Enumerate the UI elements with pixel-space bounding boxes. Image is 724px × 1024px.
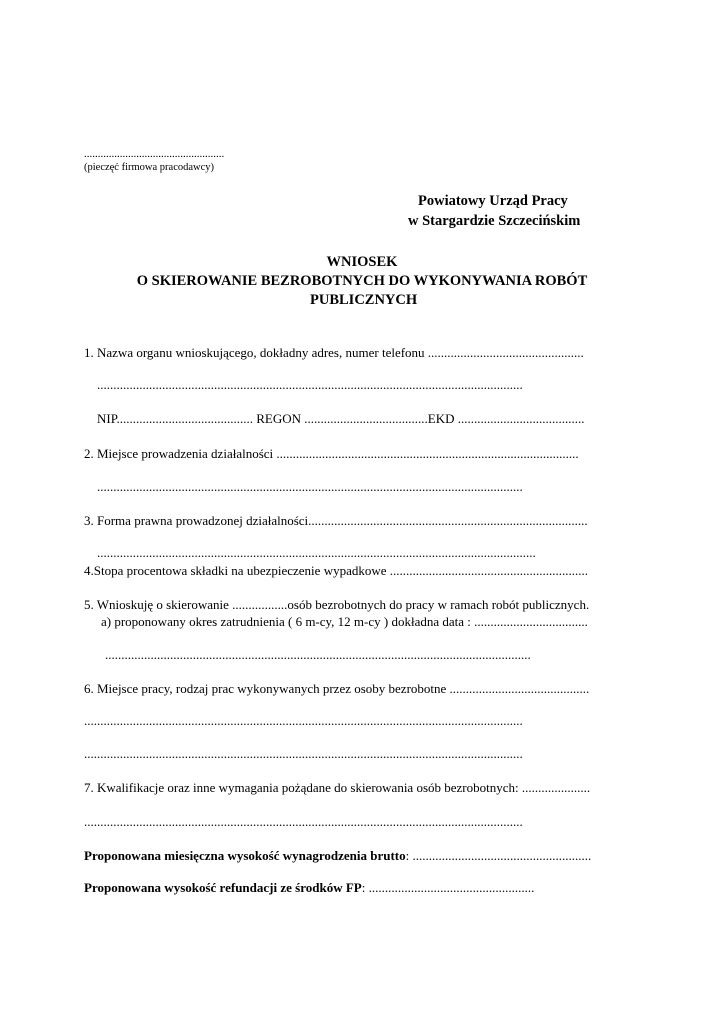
field-workplace-continuation-2[interactable]: .......................................................................................................................................	[84, 746, 523, 761]
document-subtitle-line1: O SKIEROWANIE BEZROBOTNYCH DO WYKONYWANIA ROBÓT	[136, 273, 588, 289]
field-proposed-refund[interactable]	[84, 880, 534, 895]
field-workplace-job-type[interactable]: 6. Miejsce pracy, rodzaj prac wykonywanych przez osoby bezrobotne ...........................................	[84, 681, 590, 696]
field-business-location-continuation[interactable]: ...................................................................................................................................	[97, 479, 523, 494]
refund-label: Proponowana wysokość refundacji ze środków FP	[84, 880, 362, 895]
recipient-city: w Stargardzie Szczecińskim	[408, 213, 581, 229]
field-employment-period[interactable]: a) proponowany okres zatrudnienia ( 6 m-cy, 12 m-cy ) dokładna data : ...................................	[101, 614, 588, 629]
field-organ-name[interactable]: 1. Nazwa organu wnioskującego, dokładny adres, numer telefonu ................................................	[84, 345, 584, 360]
field-qualifications[interactable]: 7. Kwalifikacje oraz inne wymagania pożądane do skierowania osób bezrobotnych: .....................	[84, 780, 591, 795]
field-workplace-continuation-1[interactable]: .......................................................................................................................................	[84, 713, 523, 728]
document-subtitle-line2: PUBLICZNYCH	[310, 292, 418, 308]
document-title: WNIOSEK	[326, 254, 398, 270]
field-nip-regon-ekd[interactable]: NIP.......................................... REGON ......................................EKD .......................................	[97, 411, 585, 426]
salary-label: Proponowana miesięczna wysokość wynagrodzenia brutto	[84, 848, 406, 863]
field-qualifications-continuation[interactable]: .......................................................................................................................................	[84, 814, 523, 829]
field-accident-insurance-rate[interactable]: 4.Stopa procentowa składki na ubezpieczenie wypadkowe .............................................................	[84, 563, 589, 578]
salary-dots[interactable]: : .......................................................	[405, 848, 592, 863]
refund-dots[interactable]: : ...................................................	[361, 880, 535, 895]
field-legal-form-continuation[interactable]: .......................................................................................................................................	[97, 545, 536, 560]
field-legal-form[interactable]: 3. Forma prawna prowadzonej działalności......................................................................................	[84, 513, 588, 528]
field-organ-name-continuation[interactable]: ...................................................................................................................................	[97, 377, 523, 392]
employer-stamp-label: (pieczęć firmowa pracodawcy)	[84, 162, 215, 173]
field-proposed-salary[interactable]	[84, 848, 591, 863]
employer-stamp-dotted-line: ...................................................	[84, 148, 225, 160]
field-referral-count[interactable]: 5. Wnioskuję o skierowanie .................osób bezrobotnych do pracy w ramach robót publicznych.	[84, 597, 590, 612]
field-employment-period-continuation[interactable]: ...................................................................................................................................	[105, 647, 531, 662]
recipient-office: Powiatowy Urząd Pracy	[418, 193, 568, 209]
field-business-location[interactable]: 2. Miejsce prowadzenia działalności .............................................................................................	[84, 446, 579, 461]
